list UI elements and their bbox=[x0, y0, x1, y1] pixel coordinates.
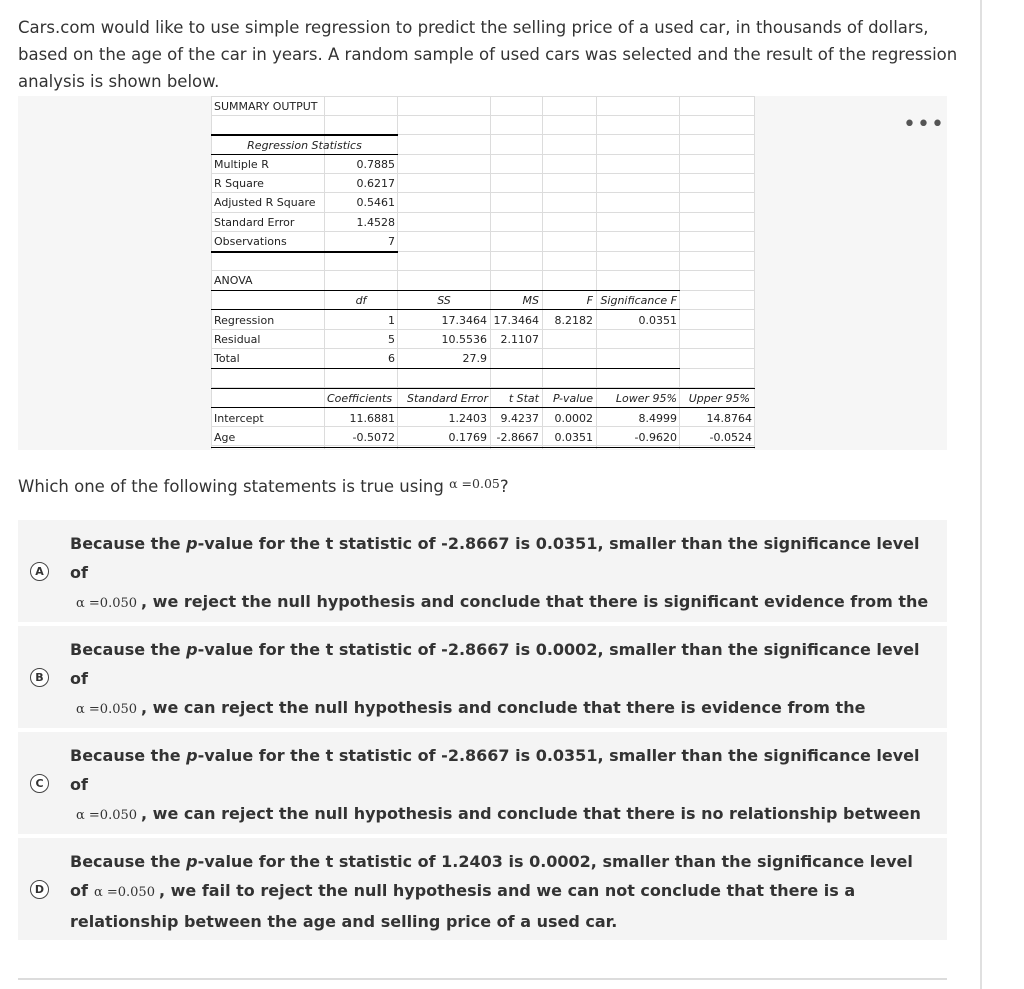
option-letter-circle[interactable]: D bbox=[30, 880, 49, 899]
coef-row-label: Intercept bbox=[214, 412, 264, 425]
coef-p-value: 0.0351 bbox=[554, 431, 593, 444]
option-letter-circle[interactable]: A bbox=[30, 562, 49, 581]
stat-label: Multiple R bbox=[214, 158, 269, 171]
regression-output-sheet bbox=[211, 96, 755, 449]
stat-value: 0.7885 bbox=[356, 158, 395, 171]
option-text: Because the p-value for the t statistic of -2.8667 is 0.0351, smaller than the significance level of α =0.050 , we can reject the null hypothesis and conclude that there is no relationship between bbox=[70, 746, 921, 823]
coef-row-label: Age bbox=[214, 431, 236, 444]
option-text: Because the p-value for the t statistic of -2.8667 is 0.0351, smaller than the significance level of α =0.050 , we reject the null hypothesis and conclude that there is significant evidence from the bbox=[70, 534, 929, 611]
coef-value: -0.5072 bbox=[352, 431, 395, 444]
stat-label: R Square bbox=[214, 177, 264, 190]
answer-option-b[interactable] bbox=[18, 626, 947, 728]
stat-value: 1.4528 bbox=[356, 216, 395, 229]
stat-value: 0.6217 bbox=[356, 177, 395, 190]
anova-ms: 17.3464 bbox=[493, 314, 539, 327]
anova-header-f: F bbox=[586, 294, 593, 307]
scrollbar-divider bbox=[980, 0, 982, 989]
answer-option-a[interactable] bbox=[18, 520, 947, 622]
coef-header-standard-error: Standard Error bbox=[407, 392, 488, 405]
coef-standard-error: 0.1769 bbox=[448, 431, 487, 444]
coef-t-stat: -2.8667 bbox=[496, 431, 539, 444]
anova-df: 1 bbox=[388, 314, 395, 327]
anova-row-label: Residual bbox=[214, 333, 261, 346]
coef-standard-error: 1.2403 bbox=[448, 412, 487, 425]
anova-ss: 17.3464 bbox=[441, 314, 487, 327]
coef-t-stat: 9.4237 bbox=[500, 412, 539, 425]
anova-title: ANOVA bbox=[214, 274, 253, 287]
anova-df: 5 bbox=[388, 333, 395, 346]
coef-lower-95: -0.9620 bbox=[634, 431, 677, 444]
anova-row-label: Total bbox=[214, 352, 240, 365]
anova-significance-f: 0.0351 bbox=[638, 314, 677, 327]
coef-upper-95: -0.0524 bbox=[709, 431, 752, 444]
anova-header-ms: MS bbox=[522, 294, 539, 307]
coef-value: 11.6881 bbox=[349, 412, 395, 425]
anova-header-significance-f: Significance F bbox=[600, 294, 677, 307]
more-options-icon[interactable]: ••• bbox=[903, 112, 945, 137]
anova-df: 6 bbox=[388, 352, 395, 365]
option-letter-circle[interactable]: B bbox=[30, 668, 49, 687]
bottom-divider bbox=[18, 978, 947, 980]
option-text: Because the p-value for the t statistic of 1.2403 is 0.0002, smaller than the significance level of α =0.050 , we fail to reject the null hypothesis and we can not conclude that there is a relationship between the age and selling price of a used car. bbox=[70, 852, 913, 931]
coef-header-coefficients: Coefficients bbox=[327, 392, 393, 405]
summary-title: SUMMARY OUTPUT bbox=[214, 100, 318, 113]
anova-row-label: Regression bbox=[214, 314, 275, 327]
regression-statistics-title: Regression Statistics bbox=[247, 139, 362, 152]
option-text: Because the p-value for the t statistic of -2.8667 is 0.0002, smaller than the significance level of α =0.050 , we can reject the null hypothesis and conclude that there is evidence from the bbox=[70, 640, 920, 717]
coef-header-t-stat: t Stat bbox=[508, 392, 539, 405]
coef-header-p-value: P-value bbox=[552, 392, 593, 405]
problem-intro: Cars.com would like to use simple regression to predict the selling price of a used car, in thousands of dollars, based on the age of the car in years. A random sample of used cars was selected and the result of the regression analysis is shown below. bbox=[18, 18, 958, 91]
stat-label: Adjusted R Square bbox=[214, 196, 316, 209]
anova-f: 8.2182 bbox=[554, 314, 593, 327]
stat-value: 7 bbox=[388, 235, 395, 248]
coef-header-lower-95: Lower 95% bbox=[615, 392, 677, 405]
anova-header-df: df bbox=[355, 294, 367, 307]
stat-value: 0.5461 bbox=[356, 196, 395, 209]
coef-lower-95: 8.4999 bbox=[638, 412, 677, 425]
option-letter-circle[interactable]: C bbox=[30, 774, 49, 793]
stat-label: Standard Error bbox=[214, 216, 295, 229]
anova-ss: 27.9 bbox=[462, 352, 487, 365]
anova-header-ss: SS bbox=[437, 294, 451, 307]
alpha-symbol: α =0.05 bbox=[449, 476, 500, 491]
anova-ms: 2.1107 bbox=[500, 333, 539, 346]
coef-header-upper-95: Upper 95% bbox=[688, 392, 750, 405]
answer-option-d[interactable] bbox=[18, 838, 947, 940]
coef-upper-95: 14.8764 bbox=[706, 412, 752, 425]
stat-label: Observations bbox=[214, 235, 287, 248]
coef-p-value: 0.0002 bbox=[554, 412, 593, 425]
answer-option-c[interactable] bbox=[18, 732, 947, 834]
anova-ss: 10.5536 bbox=[441, 333, 487, 346]
question-prompt: Which one of the following statements is true using $^{\alpha =0.05}$? bbox=[18, 476, 509, 496]
